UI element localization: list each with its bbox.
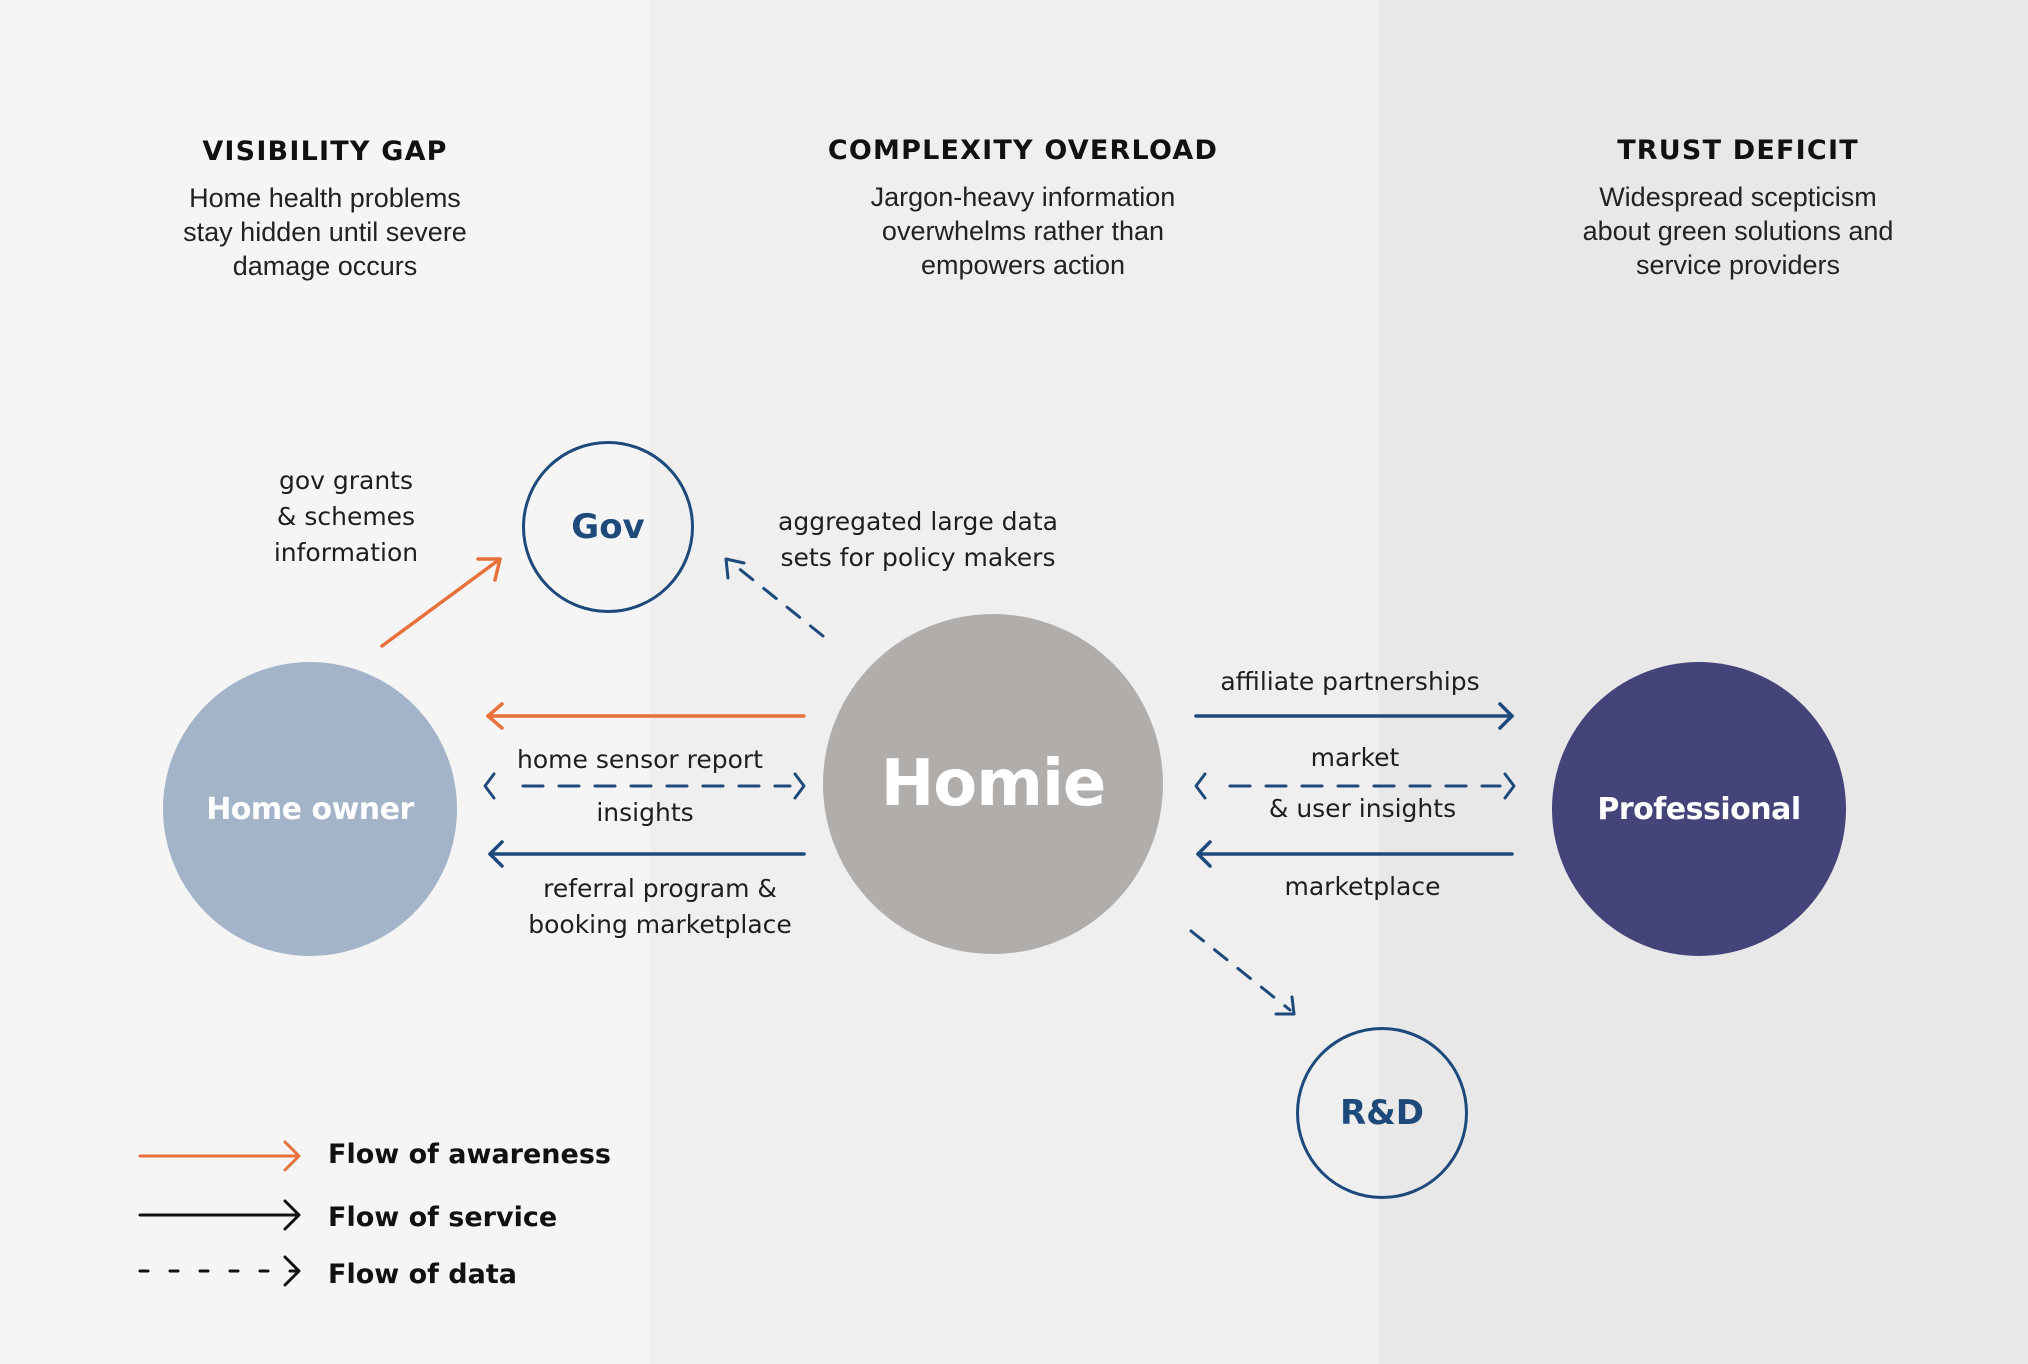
- label-marketplace: marketplace: [1284, 872, 1441, 901]
- arrow-rd-data: [1191, 931, 1294, 1014]
- legend-awareness-label: Flow of awareness: [328, 1139, 611, 1170]
- arrow-awareness-to-home-owner: [488, 704, 804, 728]
- node-homie-logo: Homie: [823, 614, 1163, 954]
- arrow-affiliate-partnerships: [1196, 704, 1512, 728]
- column-description: Widespread scepticism about green solutions and service providers: [1582, 182, 1894, 280]
- label-aggregated-data: aggregated large data sets for policy makers: [778, 507, 1058, 572]
- legend-service-label: Flow of service: [328, 1202, 558, 1233]
- node-professional: Professional: [1552, 662, 1846, 956]
- node-gov: Gov: [522, 441, 694, 613]
- label-referral-program: referral program & booking marketplace: [528, 874, 792, 939]
- label-market: market: [1310, 743, 1400, 772]
- legend-data-line: [140, 1257, 299, 1285]
- label-affiliate-partnerships: affiliate partnerships: [1220, 667, 1480, 696]
- legend-data-label: Flow of data: [328, 1259, 517, 1290]
- label-insights: insights: [596, 798, 694, 827]
- column-title: VISIBILITY GAP: [202, 136, 448, 167]
- arrow-gov-grants: [382, 559, 500, 646]
- label-user-insights: & user insights: [1268, 794, 1457, 823]
- arrow-referral-service: [490, 842, 804, 866]
- label-home-sensor-report: home sensor report: [517, 745, 763, 774]
- node-home-owner: Home owner: [163, 662, 457, 956]
- arrow-marketplace: [1198, 842, 1512, 866]
- column-title: COMPLEXITY OVERLOAD: [827, 135, 1219, 166]
- label-gov-grants: gov grants & schemes information: [273, 466, 419, 567]
- legend-service-line: [140, 1201, 299, 1229]
- legend-awareness-line: [140, 1142, 299, 1170]
- node-rd: R&D: [1296, 1027, 1468, 1199]
- column-description: Jargon-heavy information overwhelms rather than empowers action: [870, 182, 1176, 280]
- column-title: TRUST DEFICIT: [1617, 135, 1859, 166]
- column-description: Home health problems stay hidden until severe damage occurs: [183, 183, 467, 281]
